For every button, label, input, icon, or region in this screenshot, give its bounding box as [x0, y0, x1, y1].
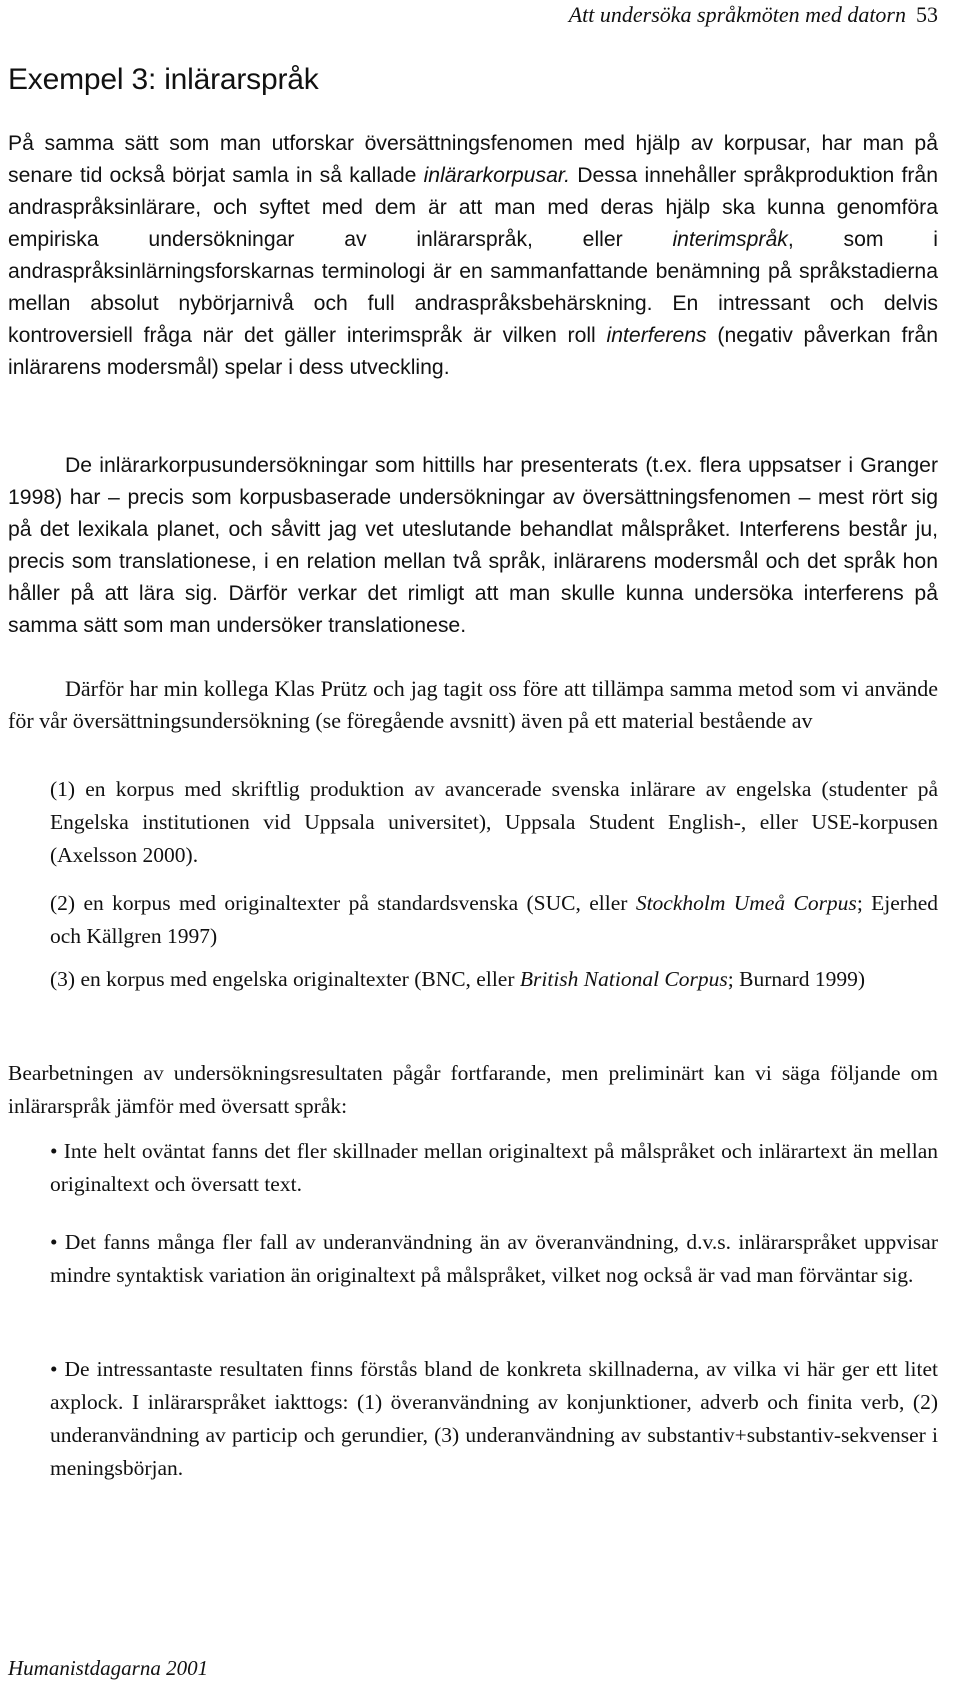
running-header-title: Att undersöka språkmöten med datorn [568, 2, 906, 27]
page-number: 53 [916, 2, 938, 27]
numbered-item-3 [50, 963, 938, 996]
term-british-national-corpus: British National Corpus [519, 967, 728, 991]
numbered-item-2-part-c: ; Ejerhed och Källgren 1997) [50, 891, 939, 948]
section-heading: Exempel 3: inlärarspråk [8, 63, 319, 96]
term-stockholm-umea-corpus: Stockholm Umeå Corpus [635, 891, 857, 915]
term-interferens: interferens [606, 324, 707, 347]
paragraph-4: Bearbetningen av undersökningsresultaten pågår fortfarande, men preliminärt kan vi säga följande om inlärarspråk jämför med översatt språk: [8, 1061, 938, 1118]
footer-text: Humanistdagarna 2001 [8, 1656, 209, 1680]
bullet-item-2: • Det fanns många fler fall av underanvändning än av överanvändning, d.v.s. inlärarspråket uppvisar mindre syntaktisk variation än originaltext på målspråket, vilket nog också är vad man förväntar sig. [50, 1230, 938, 1287]
paragraph-1-part-c: Dessa innehåller språkproduktion från andraspråksinlärare, och syftet med dem är att man med deras hjälp ska kunna genomföra empiriska undersökningar av inlärarspråk, eller [8, 164, 938, 251]
bullet-item-3: • De intressantaste resultaten finns förstås bland de konkreta skillnaderna, av vilka vi här ger ett litet axplock. I inlärarspråket iakttogs: (1) överanvändning av konjunktioner, adverb och finita verb, (2) underanvändning av particip och gerundier, (3) underanvändning av substantiv+substantiv-sekvenser i meningsbörjan. [50, 1357, 938, 1480]
numbered-item-3-part-c: ; Burnard 1999) [727, 967, 866, 991]
paragraph-1 [8, 128, 938, 384]
numbered-item-3-part-a: (3) en korpus med engelska originaltexter (BNC, eller [50, 967, 520, 991]
paragraph-1-part-a: På samma sätt som man utforskar översättningsfenomen med hjälp av korpusar, har man på senare tid också börjat samla in så kallade [8, 132, 938, 187]
paragraph-3: Därför har min kollega Klas Prütz och jag tagit oss före att tillämpa samma metod som vi använde för vår översättningsundersökning (se föregående avsnitt) även på ett material bestående av [8, 676, 938, 733]
bullet-item-1: • Inte helt oväntat fanns det fler skillnader mellan originaltext på målspråket och inlärartext än mellan originaltext och översatt text. [50, 1139, 938, 1196]
numbered-item-2 [50, 887, 938, 953]
numbered-item-1: (1) en korpus med skriftlig produktion av avancerade svenska inlärare av engelska (studenter på Engelska institutionen vid Uppsala universitet), Uppsala Student English-, eller USE-korpusen (Axelsson 2000). [50, 777, 938, 867]
paragraph-1-part-e: , som i andraspråksinlärningsforskarnas terminologi är en sammanfattande benämning på språkstadierna mellan absolut nybörjarnivå och full andraspråksbehärskning. En intressant och delvis kontroversiell fråga när det gäller interimspråk är vilken roll [8, 228, 938, 347]
paragraph-2: De inlärarkorpusundersökningar som hittills har presenterats (t.ex. flera uppsatser i Granger 1998) har – precis som korpusbaserade undersökningar av översättningsfenomen – mest rört sig på det lexikala planet, och såvitt jag vet uteslutande behandlat målspråket. Interferens består ju, precis som translationese, i en relation mellan två språk, inlärarens modersmål och det språk hon håller på att lära sig. Därför verkar det rimligt att man skulle kunna undersöka interferens på samma sätt som man undersöker translationese. [8, 454, 938, 637]
running-header [569, 2, 938, 28]
paragraph-1-part-g: (negativ påverkan från inlärarens modersmål) spelar i dess utveckling. [8, 324, 938, 379]
term-interimsprak: interimspråk [672, 228, 788, 251]
numbered-item-2-part-a: (2) en korpus med originaltexter på standardsvenska (SUC, eller [50, 891, 636, 915]
term-inlararkorpusar: inlärarkorpusar. [423, 164, 571, 187]
